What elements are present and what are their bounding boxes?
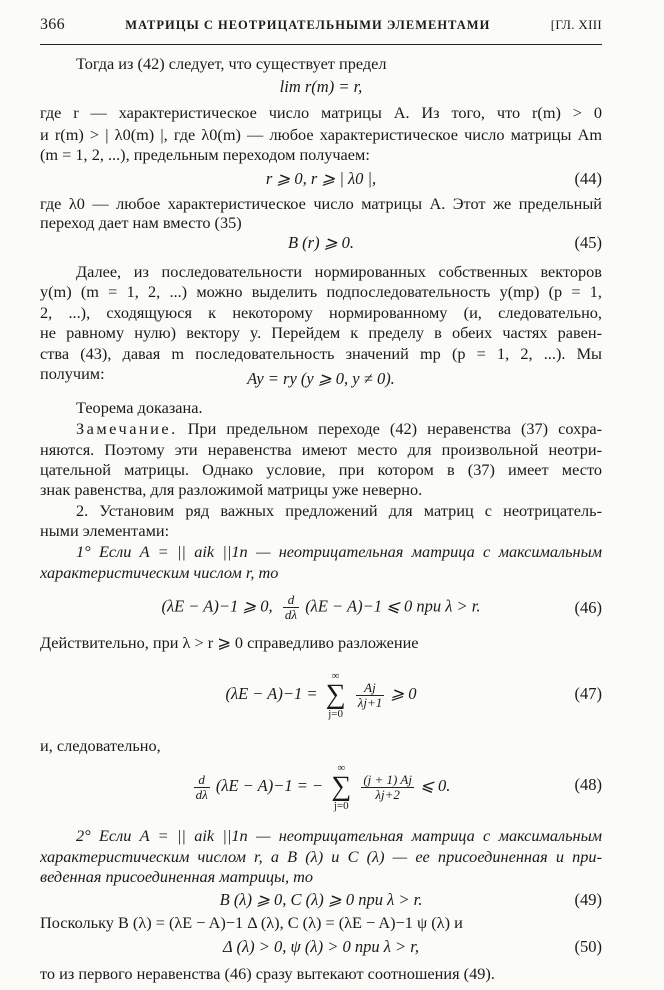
equation-eigen: Ay = ry (y ⩾ 0, y ≠ 0). <box>247 369 395 388</box>
sum-symbol: ∞ ∑ j=0 <box>331 762 352 812</box>
derivative-fraction: $\frac{d}{d\lambda}$ <box>195 771 208 802</box>
text-line: не равному нулю) вектору y. Перейдем к пределу в обеих частях равен- <box>40 323 602 342</box>
text-line: 2. Установим ряд важных предложений для матриц с неотрицатель- <box>76 501 602 520</box>
equation-50: Δ (λ) > 0, ψ (λ) > 0 при λ > r, <box>223 937 419 956</box>
running-title: МАТРИЦЫ С НЕОТРИЦАТЕЛЬНЫМИ ЭЛЕМЕНТАМИ <box>125 18 491 32</box>
text-line: получим: <box>40 364 105 383</box>
equation-number: (50) <box>574 937 602 956</box>
text-line: и r(m) > | λ0(m) |, где λ0(m) — любое характеристическое число матрицы Am <box>40 125 602 144</box>
remark-text: При предельном переходе (42) неравенства (37) сохра- <box>187 419 602 438</box>
equation-number: (48) <box>574 775 602 794</box>
text-line: Тогда из (42) следует, что существует предел <box>76 54 387 73</box>
text-line: Теорема доказана. <box>76 398 203 417</box>
equation-number: (49) <box>574 890 602 909</box>
text-line: цательной матрицы. Однако условие, при котором в (37) имеет место <box>40 460 602 479</box>
sum-fraction: $\frac{Aj}{\lambda j+1}$ <box>357 679 383 710</box>
text-line: и, следовательно, <box>40 736 161 755</box>
text-line: Действительно, при λ > r ⩾ 0 справедливо разложение <box>40 633 419 652</box>
text-line: где λ0 — любое характеристическое число матрицы A. Этот же предельный <box>40 194 602 213</box>
text-line: 2, ...), сходящуюся к некоторому нормированному (и, следовательно, <box>40 303 602 322</box>
equation-number: (45) <box>574 233 602 252</box>
equation-46: (λE − A)−1 ⩾ 0, $\frac{d}{d\lambda}$ (λE − A)−1 ⩽ 0 при λ > r. <box>161 592 481 622</box>
equation-45: B (r) ⩾ 0. <box>287 233 355 252</box>
text-line: y(m) (m = 1, 2, ...) можно выделить подпоследовательность y(mp) (p = 1, <box>40 282 602 301</box>
text-line: знак равенства, для разложимой матрицы уже неверно. <box>40 480 423 499</box>
equation-number: (44) <box>574 169 602 188</box>
equation-49: B (λ) ⩾ 0, C (λ) ⩾ 0 при λ > r. <box>219 890 423 909</box>
text-line: где r — характеристическое число матрицы A. Из того, что r(m) > 0 <box>40 103 602 122</box>
text-line: переход дает нам вместо (35) <box>40 213 242 232</box>
running-header <box>40 16 602 45</box>
equation-number: (47) <box>574 684 602 703</box>
proposition-1-line: 1° Если A = || aik ||1n — неотрицательная матрица с максимальным <box>76 542 602 561</box>
equation-limit: lim r(m) = r, <box>279 77 363 96</box>
equation-number: (46) <box>574 598 602 617</box>
remark-word: Замечание. <box>76 419 178 438</box>
proposition-2-line: веденная присоединенная матрицы, то <box>40 867 314 886</box>
text-line: Поскольку B (λ) = (λE − A)−1 Δ (λ), C (λ) = (λE − A)−1 ψ (λ) и <box>40 913 463 932</box>
text-line: (m = 1, 2, ...), предельным переходом получаем: <box>40 145 370 164</box>
equation-47: (λE − A)−1 = ∞ ∑ j=0 $\frac{Aj}{\lambda j+1}$ ⩾ 0 <box>225 670 417 720</box>
proposition-1-line: характеристическим числом r, то <box>40 563 279 582</box>
derivative-fraction: $\frac{d}{d\lambda}$ <box>284 592 298 622</box>
sum-symbol: ∞ ∑ j=0 <box>325 670 346 720</box>
proposition-2-line: 2° Если A = || aik ||1n — неотрицательная матрица с максимальным <box>76 826 602 845</box>
chapter-label: [ГЛ. XIII <box>550 17 602 32</box>
text-line: то из первого неравенства (46) сразу вытекают соотношения (49). <box>40 964 495 983</box>
sum-fraction: $\frac{(j + 1) Aj}{\lambda j+2}$ <box>363 771 412 802</box>
remark-line <box>76 419 602 440</box>
equation-44: r ⩾ 0, r ⩾ | λ0 |, <box>265 169 377 188</box>
text-line: ства (43), давая m последовательность значений mp (p = 1, 2, ...). Мы <box>40 344 602 363</box>
text-line: няются. Поэтому эти неравенства имеют место для произвольной неотри- <box>40 440 602 459</box>
proposition-2-line: характеристическим числом r, а B (λ) и C (λ) — ее присоединенная и при- <box>40 847 602 866</box>
equation-48: $\frac{d}{d\lambda}$ (λE − A)−1 = − ∞ ∑ j=0 $\frac{(j + 1) Aj}{\lambda j+2}$ ⩽ 0. <box>195 762 451 812</box>
text-line: Далее, из последовательности нормированных собственных векторов <box>76 262 602 281</box>
page-number: 366 <box>40 16 65 33</box>
text-line: ными элементами: <box>40 521 170 540</box>
